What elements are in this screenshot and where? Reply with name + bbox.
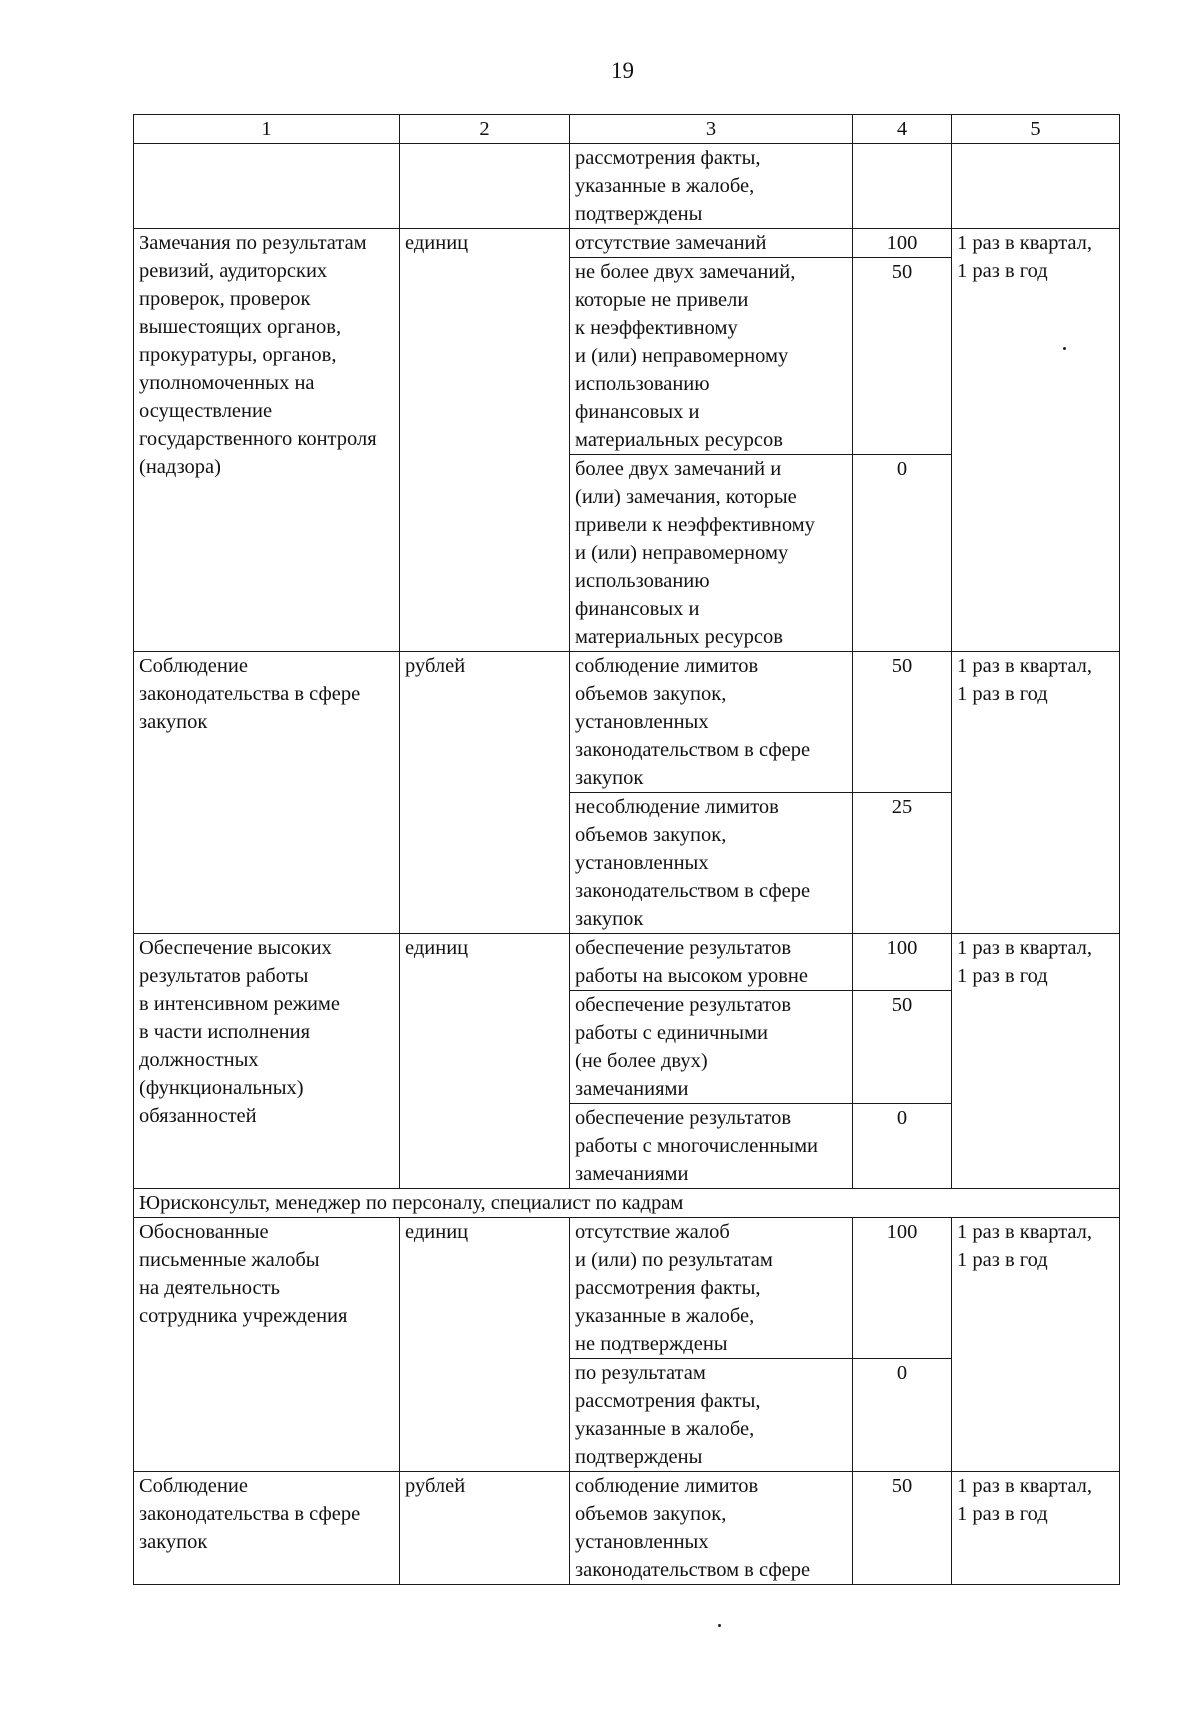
- indicator-cell: Соблюдение законодательства в сфере закупок: [134, 1472, 400, 1585]
- periodicity-cell: 1 раз в квартал, 1 раз в год: [952, 1472, 1120, 1585]
- points-cell: 50: [853, 991, 952, 1104]
- criterion-cell: по результатам рассмотрения факты, указанные в жалобе, подтверждены: [570, 1359, 853, 1472]
- unit-cell: рублей: [400, 652, 570, 934]
- section-title: Юрисконсульт, менеджер по персоналу, специалист по кадрам: [134, 1189, 1120, 1218]
- table-row: [134, 652, 1120, 793]
- unit-cell: [400, 144, 570, 229]
- points-cell: 0: [853, 1359, 952, 1472]
- indicator-cell: Обеспечение высоких результатов работы в интенсивном режиме в части исполнения должностных (функциональных) обязанностей: [134, 934, 400, 1189]
- criterion-cell: не более двух замечаний, которые не привели к неэффективному и (или) неправомерному использованию финансовых и материальных ресурсов: [570, 258, 853, 455]
- unit-cell: единиц: [400, 934, 570, 1189]
- scan-speck: [718, 1624, 721, 1627]
- periodicity-cell: [952, 144, 1120, 229]
- column-header: 2: [400, 115, 570, 144]
- indicator-cell: [134, 144, 400, 229]
- criterion-cell: несоблюдение лимитов объемов закупок, установленных законодательством в сфере закупок: [570, 793, 853, 934]
- indicator-cell: Замечания по результатам ревизий, аудиторских проверок, проверок вышестоящих органов, прокуратуры, органов, уполномоченных на осуществление государственного контроля (надзора): [134, 229, 400, 652]
- criterion-cell: обеспечение результатов работы с единичными (не более двух) замечаниями: [570, 991, 853, 1104]
- points-cell: 0: [853, 455, 952, 652]
- points-cell: 50: [853, 258, 952, 455]
- criterion-cell: обеспечение результатов работы с многочисленными замечаниями: [570, 1104, 853, 1189]
- points-cell: 50: [853, 652, 952, 793]
- criterion-cell: отсутствие жалоб и (или) по результатам рассмотрения факты, указанные в жалобе, не подтверждены: [570, 1218, 853, 1359]
- column-header: 4: [853, 115, 952, 144]
- unit-cell: единиц: [400, 229, 570, 652]
- table-row: [134, 934, 1120, 991]
- table-row: [134, 1218, 1120, 1359]
- periodicity-cell: 1 раз в квартал, 1 раз в год: [952, 229, 1120, 652]
- table-row: [134, 229, 1120, 258]
- periodicity-cell: 1 раз в квартал, 1 раз в год: [952, 934, 1120, 1189]
- table-row: [134, 1472, 1120, 1585]
- criteria-table: [133, 114, 1120, 1585]
- points-cell: [853, 144, 952, 229]
- scan-speck: [1063, 347, 1066, 350]
- column-header: 3: [570, 115, 853, 144]
- criterion-cell: обеспечение результатов работы на высоком уровне: [570, 934, 853, 991]
- table-row: [134, 144, 1120, 229]
- points-cell: 100: [853, 934, 952, 991]
- criterion-cell: отсутствие замечаний: [570, 229, 853, 258]
- points-cell: 100: [853, 1218, 952, 1359]
- indicator-cell: Обоснованные письменные жалобы на деятельность сотрудника учреждения: [134, 1218, 400, 1472]
- column-header: 5: [952, 115, 1120, 144]
- indicator-cell: Соблюдение законодательства в сфере закупок: [134, 652, 400, 934]
- points-cell: 50: [853, 1472, 952, 1585]
- unit-cell: рублей: [400, 1472, 570, 1585]
- table-header-row: [134, 115, 1120, 144]
- section-row: [134, 1189, 1120, 1218]
- criterion-cell: соблюдение лимитов объемов закупок, установленных законодательством в сфере: [570, 1472, 853, 1585]
- points-cell: 0: [853, 1104, 952, 1189]
- criterion-cell: рассмотрения факты, указанные в жалобе, подтверждены: [570, 144, 853, 229]
- criterion-cell: более двух замечаний и (или) замечания, которые привели к неэффективному и (или) неправомерному использованию финансовых и материальных ресурсов: [570, 455, 853, 652]
- criterion-cell: соблюдение лимитов объемов закупок, установленных законодательством в сфере закупок: [570, 652, 853, 793]
- points-cell: 100: [853, 229, 952, 258]
- column-header: 1: [134, 115, 400, 144]
- periodicity-cell: 1 раз в квартал, 1 раз в год: [952, 1218, 1120, 1472]
- points-cell: 25: [853, 793, 952, 934]
- page-number: 19: [611, 58, 634, 83]
- periodicity-cell: 1 раз в квартал, 1 раз в год: [952, 652, 1120, 934]
- unit-cell: единиц: [400, 1218, 570, 1472]
